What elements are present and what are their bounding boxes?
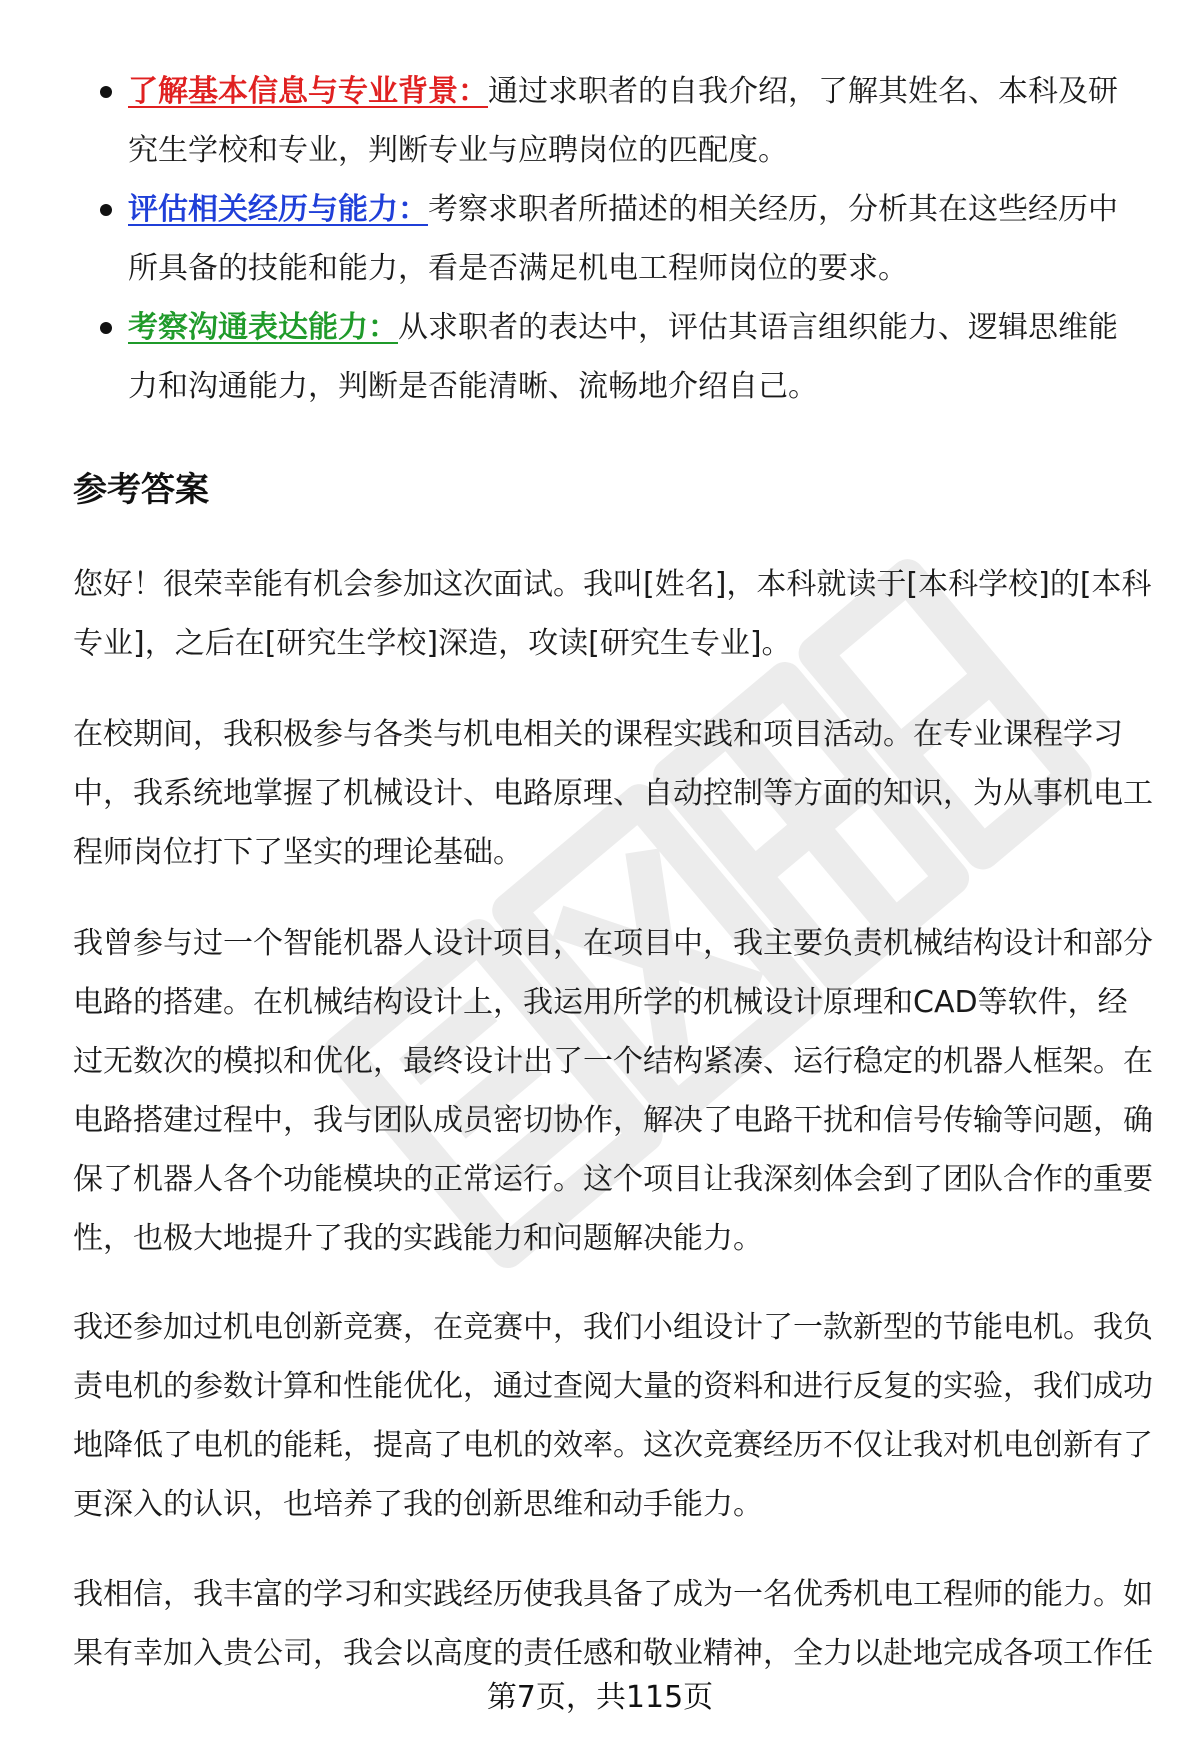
- answer-paragraph: 我相信，我丰富的学习和实践经历使我具备了成为一名优秀机电工程师的能力。如果有幸加入贵公司，我会以高度的责任感和敬业精神，全力以赴地完成各项工作任: [73, 1577, 1153, 1671]
- answer-paragraph: 您好！很荣幸能有机会参加这次面试。我叫[姓名]，本科就读于[本科学校]的[本科专业]，之后在[研究生学校]深造，攻读[研究生专业]。: [73, 567, 1152, 661]
- section-title: 参考答案: [73, 470, 209, 510]
- point-text: 考察求职者所描述的相关经历，分析其在这些经历中所具备的技能和能力，看是否满足机电工程师岗位的要求。: [128, 192, 1118, 286]
- answer-paragraph: 我曾参与过一个智能机器人设计项目，在项目中，我主要负责机械结构设计和部分电路的搭建。在机械结构设计上，我运用所学的机械设计原理和CAD等软件，经过无数次的模拟和优化，最终设计出了一个结构紧凑、运行稳定的机器人框架。在电路搭建过程中，我与团队成员密切协作，解决了电路干扰和信号传输等问题，确保了机器人各个功能模块的正常运行。这个项目让我深刻体会到了团队合作的重要性，也极大地提升了我的实践能力和问题解决能力。: [73, 926, 1153, 1256]
- point-text: 通过求职者的自我介绍，了解其姓名、本科及研究生学校和专业，判断专业与应聘岗位的匹配度。: [128, 74, 1118, 168]
- list-item: [100, 180, 1140, 298]
- list-item: [100, 298, 1140, 416]
- bullet-icon: [100, 322, 112, 334]
- bullet-icon: [100, 204, 112, 216]
- answer-paragraph: 在校期间，我积极参与各类与机电相关的课程实践和项目活动。在专业课程学习中，我系统地掌握了机械设计、电路原理、自动控制等方面的知识，为从事机电工程师岗位打下了坚实的理论基础。: [73, 717, 1153, 870]
- evaluation-points-list: [100, 62, 1140, 416]
- page-number-footer: 第7页，共115页: [486, 1680, 714, 1715]
- list-item: [100, 62, 1140, 180]
- point-label: 评估相关经历与能力：: [128, 192, 428, 227]
- point-label: 了解基本信息与专业背景：: [128, 74, 488, 109]
- answer-paragraph: 我还参加过机电创新竞赛，在竞赛中，我们小组设计了一款新型的节能电机。我负责电机的参数计算和性能优化，通过查阅大量的资料和进行反复的实验，我们成功地降低了电机的能耗，提高了电机的效率。这次竞赛经历不仅让我对机电创新有了更深入的认识，也培养了我的创新思维和动手能力。: [73, 1310, 1153, 1522]
- point-text: 从求职者的表达中，评估其语言组织能力、逻辑思维能力和沟通能力，判断是否能清晰、流畅地介绍自己。: [128, 310, 1118, 404]
- bullet-icon: [100, 86, 112, 98]
- point-label: 考察沟通表达能力：: [128, 310, 398, 345]
